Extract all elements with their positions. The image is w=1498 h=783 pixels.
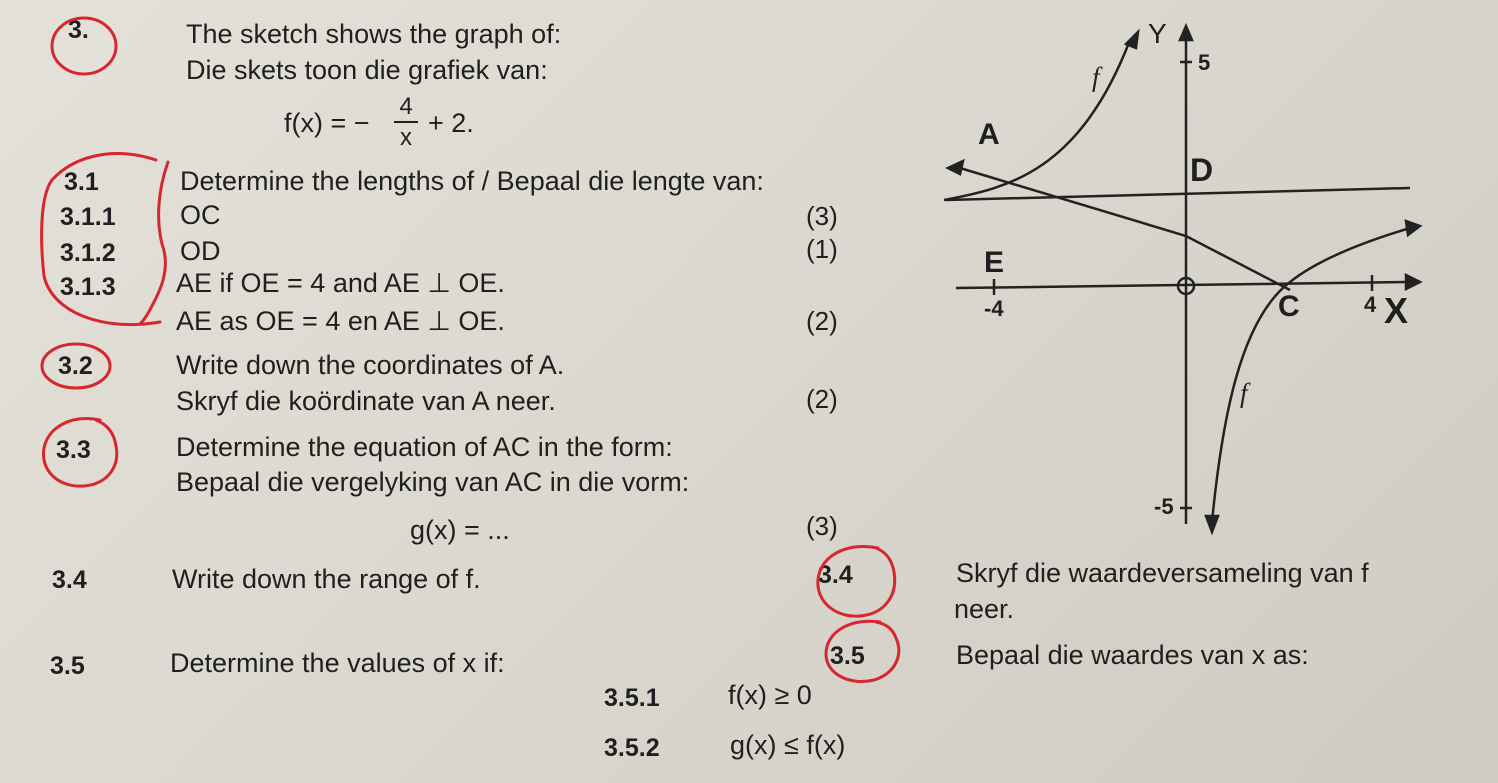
intro-afrikaans: Die skets toon die grafiek van: [186, 55, 548, 85]
curve-f-left-branch [944, 40, 1130, 200]
label-point-c: C [1278, 290, 1300, 323]
q3-1-1-number: 3.1.1 [60, 203, 116, 231]
q3-3-text-af: Bepaal die vergelyking van AC in die vorm: [176, 467, 690, 497]
q3-2-number: 3.2 [58, 352, 93, 380]
q3-1-number: 3.1 [64, 168, 99, 196]
label-curve-f-bottom: f [1240, 378, 1248, 408]
curve-f-left-arrowhead [1126, 32, 1138, 48]
function-lhs: f(x) = − [284, 108, 370, 138]
label-curve-f-top: f [1092, 62, 1100, 92]
q3-5-1-expression: f(x) ≥ 0 [728, 680, 812, 710]
q3-5-text-af: Bepaal die waardes van x as: [956, 640, 1309, 670]
q3-4-text-en: Write down the range of f. [172, 564, 481, 594]
x-axis-arrowhead [1406, 275, 1420, 289]
q3-4-number-en: 3.4 [52, 566, 87, 594]
function-rhs: + 2. [428, 108, 474, 138]
label-point-a: A [978, 118, 1000, 151]
q3-5-text-en: Determine the values of x if: [170, 648, 505, 678]
q3-5-2-expression: g(x) ≤ f(x) [730, 730, 846, 760]
function-denominator: x [400, 124, 412, 151]
y-axis-arrowhead [1180, 26, 1192, 40]
q3-3-text-en: Determine the equation of AC in the form: [176, 432, 673, 462]
q3-3-number: 3.3 [56, 436, 91, 464]
q3-1-2-text: OD [180, 236, 221, 266]
label-tick-5: 5 [1198, 50, 1211, 75]
q3-1-1-marks: (3) [806, 201, 838, 231]
q3-1-2-number: 3.1.2 [60, 239, 116, 267]
q3-1-text: Determine the lengths of / Bepaal die lengte van: [180, 166, 764, 196]
q3-3-marks: (3) [806, 511, 838, 541]
q3-5-number-en: 3.5 [50, 652, 85, 680]
q3-4-text-af-2: neer. [954, 594, 1015, 624]
q3-1-3-marks: (2) [806, 306, 838, 336]
label-tick-neg4: -4 [984, 296, 1004, 321]
x-axis [956, 282, 1410, 288]
curve-f-right-arrowhead-down [1206, 516, 1218, 532]
q3-1-3-text-en: AE if OE = 4 and AE ⊥ OE. [176, 268, 505, 298]
label-y-axis: Y [1148, 18, 1167, 49]
q3-5-1-number: 3.5.1 [604, 684, 660, 712]
q3-1-3-number: 3.1.3 [60, 273, 116, 301]
line-ac-arrowhead [948, 161, 963, 174]
q3-1-3-text-af: AE as OE = 4 en AE ⊥ OE. [176, 306, 505, 336]
q3-2-marks: (2) [806, 384, 838, 414]
line-ac [960, 168, 1290, 290]
label-point-e: E [984, 246, 1005, 279]
label-tick-4: 4 [1364, 292, 1377, 317]
q3-3-form: g(x) = ... [410, 515, 510, 545]
q3-4-text-af-1: Skryf die waardeversameling van f [956, 558, 1369, 588]
q3-2-text-af: Skryf die koördinate van A neer. [176, 386, 556, 416]
q3-5-2-number: 3.5.2 [604, 734, 660, 762]
q3-4-number-af: 3.4 [818, 561, 853, 589]
q3-2-text-en: Write down the coordinates of A. [176, 350, 565, 380]
curve-f-right-branch [1212, 228, 1410, 522]
label-tick-neg5: -5 [1154, 494, 1174, 519]
q3-1-2-marks: (1) [806, 234, 838, 264]
q3-5-number-af: 3.5 [830, 642, 865, 670]
intro-english: The sketch shows the graph of: [186, 19, 562, 49]
horizontal-asymptote [946, 188, 1410, 200]
curve-f-right-arrowhead-right [1406, 221, 1420, 235]
question-number: 3. [68, 16, 89, 44]
label-point-d: D [1190, 152, 1214, 188]
function-numerator: 4 [399, 93, 413, 120]
q3-1-1-text: OC [180, 200, 221, 230]
label-x-axis: X [1384, 290, 1409, 331]
